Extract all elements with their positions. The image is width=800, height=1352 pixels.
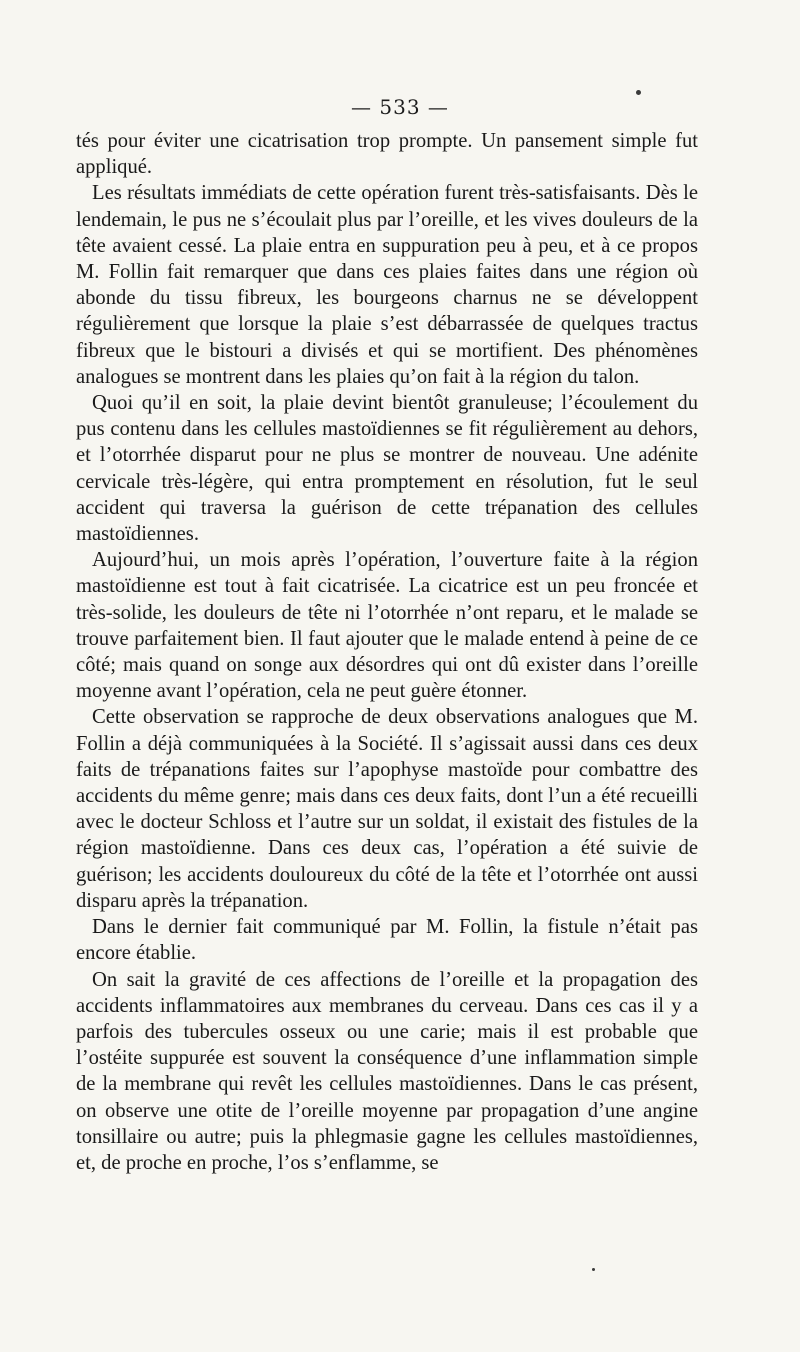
paragraph: Quoi qu’il en soit, la plaie devint bientôt granuleuse; l’écoulement du pus contenu dans les cellules mastoïdiennes se fit régulièrement au dehors, et l’otorrhée disparut pour ne plus se montrer de nouveau. Une adénite cervicale très-légère, qui entra promptement en résolution, fut le seul accident qui traversa la guérison de cette trépanation des cellules mastoïdiennes.: [76, 392, 698, 546]
body-text: [76, 128, 698, 1176]
page-number: — 533 —: [351, 95, 449, 119]
paragraph: Aujourd’hui, un mois après l’opération, l’ouverture faite à la région mastoïdienne est tout à fait cicatrisée. La cicatrice est un peu froncée et très-solide, les douleurs de tête ni l’otorrhée n’ont reparu, et le malade se trouve parfaitement bien. Il faut ajouter que le malade entend à peine de ce côté; mais quand on songe aux désordres qui ont dû exister dans l’oreille moyenne avant l’opération, cela ne peut guère étonner.: [76, 549, 698, 703]
paragraph: Cette observation se rapproche de deux observations analogues que M. Follin a déjà communiquées à la Société. Il s’agissait aussi dans ces deux faits de trépanations faites sur l’apophyse mastoïde pour combattre des accidents du même genre; mais dans ces deux faits, dont l’un a été recueilli avec le docteur Schloss et l’autre sur un soldat, il existait des fistules de la région mastoïdienne. Dans ces deux cas, l’opération a été suivie de guérison; les accidents douloureux du côté de la tête et l’otorrhée ont aussi disparu après la trépanation.: [76, 706, 698, 912]
paragraph: Les résultats immédiats de cette opération furent très-satisfaisants. Dès le lendemain, le pus ne s’écoulait plus par l’oreille, et les vives douleurs de la tête avaient cessé. La plaie entra en suppuration peu à peu, et à ce propos M. Follin fait remarquer que dans ces plaies faites dans une région où abonde du tissu fibreux, les bourgeons charnus ne se développent régulièrement que lorsque la plaie s’est débarrassée de quelques tractus fibreux que le bistouri a divisés et qui se mortifient. Des phénomènes analogues se montrent dans les plaies qu’on fait à la région du talon.: [76, 182, 698, 388]
paragraph: Dans le dernier fait communiqué par M. Follin, la fistule n’était pas encore établie.: [76, 916, 698, 965]
ink-speck: [592, 1268, 595, 1271]
paragraph-continuation: tés pour éviter une cicatrisation trop prompte. Un pansement simple fut appliqué.: [76, 130, 698, 179]
paragraph: On sait la gravité de ces affections de l’oreille et la propagation des accidents inflammatoires aux membranes du cerveau. Dans ces cas il y a parfois des tubercules osseux ou une carie; mais il est probable que l’ostéite suppurée est souvent la conséquence d’une inflammation simple de la membrane qui revêt les cellules mastoïdiennes. Dans le cas présent, on observe une otite de l’oreille moyenne par propagation d’une angine tonsillaire ou autre; puis la phlegmasie gagne les cellules mastoïdiennes, et, de proche en proche, l’os s’enflamme, se: [76, 968, 698, 1174]
